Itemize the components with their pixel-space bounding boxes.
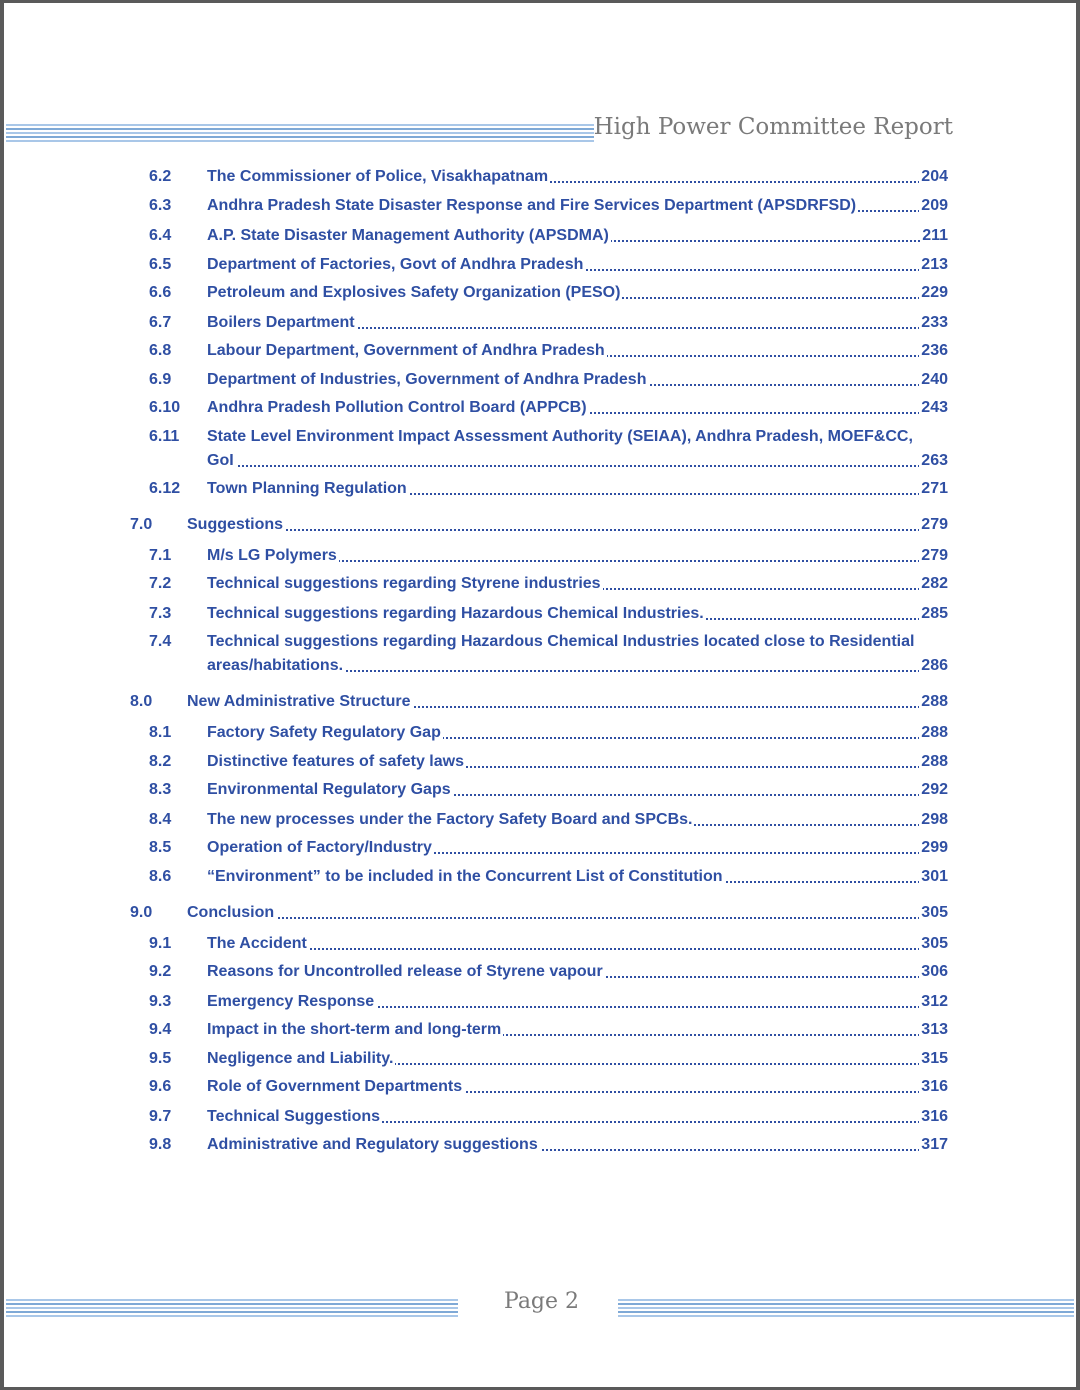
toc-number: 9.0 [130,904,153,921]
toc-title [207,961,948,983]
toc-title-continuation [207,655,948,677]
toc-title-text: Impact in the short-term and long-term [207,1021,502,1038]
toc-title-text: Andhra Pradesh State Disaster Response and Fire Services Department (APSDRFSD) [207,197,857,214]
toc-section[interactable] [4,691,1076,713]
toc-title-text: Suggestions [187,516,284,533]
toc-entry[interactable] [4,866,1076,888]
toc-title-text: Technical suggestions regarding Styrene industries [207,575,601,592]
toc-title-text: Petroleum and Explosives Safety Organization (PESO) [207,284,621,301]
footer-rule-left [6,1299,458,1319]
toc-entry[interactable] [4,1106,1076,1128]
toc-number: 7.0 [130,516,153,533]
toc-entry[interactable] [4,1076,1076,1098]
toc-title-text: The Commissioner of Police, Visakhapatnam [207,168,549,185]
toc-title-text: “Environment” to be included in the Concurrent List of Constitution [207,868,723,885]
toc-number: 8.2 [149,753,172,770]
toc-number: 7.4 [149,633,172,650]
toc-title [207,933,948,955]
toc-entry[interactable] [4,282,1076,304]
toc-title-text: Department of Factories, Govt of Andhra Pradesh [207,256,584,273]
toc-title [187,902,948,924]
toc-number: 6.4 [149,227,172,244]
toc-title [207,254,948,276]
page-number: Page 2 [504,1289,580,1314]
toc-title [207,1076,948,1098]
toc-entry[interactable] [4,961,1076,983]
toc-page-number: 306 [919,961,948,983]
toc-title [207,779,948,801]
toc-page-number: 271 [919,478,948,500]
toc-title-text: Technical suggestions regarding Hazardous Chemical Industries located close to Residential [207,633,915,650]
toc-entry[interactable] [4,933,1076,955]
toc-title [207,1134,948,1156]
toc-title [187,691,948,713]
toc-entry[interactable] [4,545,1076,567]
toc-title [207,837,948,859]
toc-page-number: 286 [919,655,948,677]
toc-number: 6.10 [149,399,181,416]
toc-title [207,545,948,567]
toc-number: 9.1 [149,935,172,952]
toc-page-number: 317 [919,1134,948,1156]
toc-number: 6.9 [149,371,172,388]
toc-title-text: New Administrative Structure [187,693,411,710]
toc-entry[interactable] [4,166,1076,188]
toc-number: 7.1 [149,547,172,564]
toc-number: 9.2 [149,963,172,980]
toc-title [207,751,948,773]
toc-page-number: 288 [919,691,948,713]
toc-entry[interactable] [4,426,1076,469]
toc-page-number: 316 [919,1076,948,1098]
toc-number: 6.6 [149,284,172,301]
toc-title [207,282,948,304]
toc-number: 8.1 [149,724,172,741]
toc-title-text: Department of Industries, Government of Andhra Pradesh [207,371,647,388]
toc-page-number: 313 [919,1019,948,1041]
toc-entry[interactable] [4,397,1076,419]
toc-number: 6.8 [149,342,172,359]
toc-title-text: The new processes under the Factory Safety Board and SPCBs. [207,811,693,828]
toc-title-text: Technical Suggestions [207,1108,381,1125]
toc-entry[interactable] [4,1048,1076,1070]
toc-number: 8.6 [149,868,172,885]
toc-title-continuation-text: areas/habitations. [207,657,344,674]
toc-number: 8.3 [149,781,172,798]
toc-page-number: 312 [919,991,948,1013]
toc-title [207,809,948,831]
toc-entry[interactable] [4,369,1076,391]
toc-title [207,1048,948,1070]
toc-page-number: 263 [919,450,948,472]
toc-title-text: Administrative and Regulatory suggestions [207,1136,538,1153]
toc-entry[interactable] [4,722,1076,744]
toc-page-number: 288 [919,751,948,773]
toc-title [207,722,948,744]
toc-title [207,397,948,419]
toc-title-text: Town Planning Regulation [207,480,407,497]
toc-entry[interactable] [4,809,1076,831]
toc-entry[interactable] [4,751,1076,773]
toc-title [207,478,948,500]
toc-number: 8.5 [149,839,172,856]
footer-rule-right [618,1299,1074,1319]
toc-entry[interactable] [4,603,1076,625]
toc-number: 9.6 [149,1078,172,1095]
toc-title-text: Labour Department, Government of Andhra Pradesh [207,342,605,359]
toc-title [207,1019,948,1041]
toc-page-number: 301 [919,866,948,888]
toc-page-number: 305 [919,933,948,955]
toc-page-number: 204 [919,166,948,188]
toc-entry[interactable] [4,478,1076,500]
header-rule [6,124,594,144]
toc-number: 6.2 [149,168,172,185]
toc-entry[interactable] [4,573,1076,595]
toc-title-text: Andhra Pradesh Pollution Control Board (APPCB) [207,399,587,416]
toc-title-text: State Level Environment Impact Assessment Authority (SEIAA), Andhra Pradesh, MOEF&CC, [207,428,913,445]
toc-page-number: 288 [919,722,948,744]
toc-section[interactable] [4,514,1076,536]
toc-number: 6.3 [149,197,172,214]
toc-number: 9.7 [149,1108,172,1125]
toc-page-number: 292 [919,779,948,801]
toc-page-number: 298 [919,809,948,831]
toc-page-number: 305 [919,902,948,924]
toc-number: 9.3 [149,993,172,1010]
dot-leader [187,917,948,919]
toc-page-number: 209 [919,195,948,217]
document-page [4,3,1076,1387]
toc-entry[interactable] [4,779,1076,801]
toc-entry[interactable] [4,340,1076,362]
toc-page-number: 285 [919,603,948,625]
toc-entry[interactable] [4,837,1076,859]
toc-title [207,603,948,625]
toc-entry[interactable] [4,991,1076,1013]
toc-title-text: The Accident [207,935,307,952]
toc-entry[interactable] [4,1134,1076,1156]
toc-title [207,340,948,362]
toc-page-number: 211 [920,225,948,247]
toc-number: 6.11 [149,428,180,445]
toc-number: 7.2 [149,575,172,592]
toc-title-text: Conclusion [187,904,275,921]
toc-page-number: 240 [919,369,948,391]
toc-title-text: Technical suggestions regarding Hazardous Chemical Industries. [207,605,704,622]
toc-title-text: Factory Safety Regulatory Gap [207,724,441,741]
toc-page-number: 243 [919,397,948,419]
toc-title [207,1106,948,1128]
toc-page-number: 236 [919,340,948,362]
toc-number: 8.4 [149,811,172,828]
toc-entry[interactable] [4,225,1076,247]
toc-title-text: Emergency Response [207,993,375,1010]
toc-title [207,866,948,888]
toc-title [207,195,948,217]
toc-title-text: M/s LG Polymers [207,547,337,564]
toc-entry[interactable] [4,195,1076,217]
toc-page-number: 316 [919,1106,948,1128]
toc-title [207,225,948,247]
toc-title-text: Distinctive features of safety laws [207,753,464,770]
toc-title [207,573,948,595]
toc-number: 9.8 [149,1136,172,1153]
toc-number: 6.5 [149,256,172,273]
toc-title [207,631,948,653]
toc-title [207,312,948,334]
toc-title-text: Boilers Department [207,314,355,331]
toc-entry[interactable] [4,312,1076,334]
toc-number: 6.7 [149,314,172,331]
toc-number: 8.0 [130,693,153,710]
toc-page-number: 233 [919,312,948,334]
toc-title-text: Role of Government Departments [207,1078,463,1095]
toc-page-number: 299 [919,837,948,859]
dot-leader [187,529,948,531]
toc-entry[interactable] [4,1019,1076,1041]
toc-title [207,991,948,1013]
toc-title-text: Negligence and Liability. [207,1050,394,1067]
toc-page-number: 315 [919,1048,948,1070]
toc-entry[interactable] [4,254,1076,276]
toc-page-number: 282 [919,573,948,595]
header-title: High Power Committee Report [593,114,953,140]
toc-entry[interactable] [4,631,1076,674]
dot-leader [207,948,948,950]
toc-title [187,514,948,536]
toc-title-text: A.P. State Disaster Management Authority (APSDMA) [207,227,609,244]
toc-title-continuation-text: GoI [207,452,234,469]
toc-number: 7.3 [149,605,172,622]
toc-number: 9.4 [149,1021,172,1038]
toc-section[interactable] [4,902,1076,924]
toc-number: 6.12 [149,480,181,497]
toc-title-text: Reasons for Uncontrolled release of Styrene vapour [207,963,603,980]
toc-page-number: 279 [919,514,948,536]
toc-title [207,166,948,188]
toc-page-number: 279 [919,545,948,567]
toc-title-text: Operation of Factory/Industry [207,839,432,856]
toc-page-number: 229 [919,282,948,304]
toc-title-continuation [207,450,948,472]
toc-title [207,426,948,448]
toc-title-text: Environmental Regulatory Gaps [207,781,451,798]
toc-title [207,369,948,391]
dot-leader [207,465,948,467]
toc-page-number: 213 [919,254,948,276]
toc-number: 9.5 [149,1050,172,1067]
